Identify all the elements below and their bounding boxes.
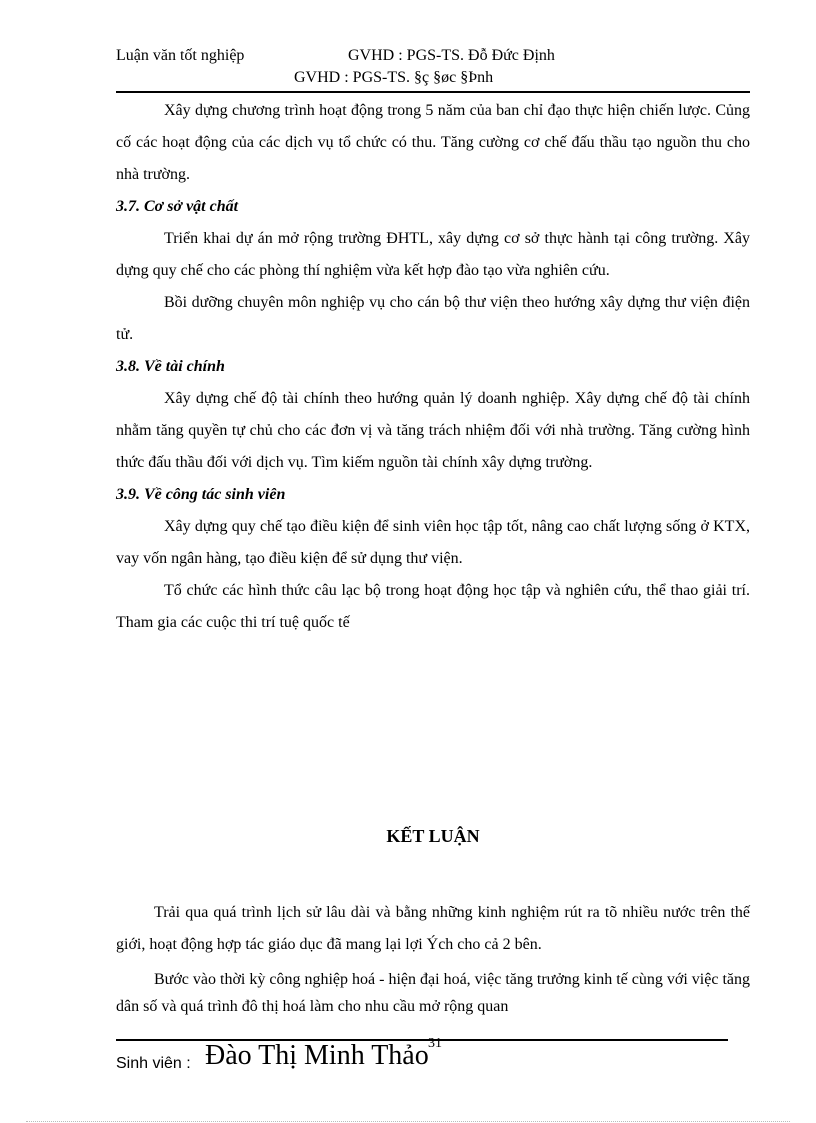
header-advisor-garbled: GVHD : PGS-TS. §ç §øc §Þnh bbox=[294, 69, 494, 86]
conclusion-body bbox=[116, 897, 750, 1020]
conclusion-paragraph-1: Trải qua quá trình lịch sử lâu dài và bằng những kinh nghiệm rút ra tõ nhiều nước trên thế giới, hoạt động hợp tác giáo dục đã mang lại lợi Ých cho cả 2 bên. bbox=[116, 904, 750, 953]
section-3-7-paragraph-2: Bồi dưỡng chuyên môn nghiệp vụ cho cán bộ thư viện theo hướng xây dựng thư viện điện tử. bbox=[116, 294, 750, 343]
section-3-8-paragraph-1: Xây dựng chế độ tài chính theo hướng quản lý doanh nghiệp. Xây dựng chế độ tài chính nhằm tăng quyền tự chủ cho các đơn vị và tăng trách nhiệm đối với nhà trường. Tăng cường hình thức đấu thầu đối với dịch vụ. Tìm kiếm nguồn tài chính xây dựng trường. bbox=[116, 390, 750, 471]
conclusion-title: KẾT LUẬN bbox=[386, 826, 480, 846]
section-3-8-heading: 3.8. Về tài chính bbox=[116, 358, 225, 375]
page-number: 31 bbox=[428, 1036, 442, 1051]
section-3-7-heading: 3.7. Cơ sở vật chất bbox=[116, 198, 239, 215]
header-advisor: GVHD : PGS-TS. Đỗ Đức Định bbox=[348, 47, 555, 64]
section-3-7-paragraph-1: Triển khai dự án mở rộng trường ĐHTL, xây dựng cơ sở thực hành tại công trường. Xây dựng quy chế cho các phòng thí nghiệm vừa kết hợp đào tạo vừa nghiên cứu. bbox=[116, 230, 750, 279]
section-3-9-heading: 3.9. Về công tác sinh viên bbox=[116, 486, 286, 503]
intro-paragraph: Xây dựng chương trình hoạt động trong 5 năm của ban chỉ đạo thực hiện chiến lược. Củng cố các hoạt động của các dịch vụ tổ chức có thu. Tăng cường cơ chế đấu thầu tạo nguồn thu cho nhà trường. bbox=[116, 102, 750, 183]
section-3-9-paragraph-1: Xây dựng quy chế tạo điều kiện để sinh viên học tập tốt, nâng cao chất lượng sống ở KTX, vay vốn ngân hàng, tạo điều kiện để sử dụng thư viện. bbox=[116, 518, 750, 567]
section-3-9-paragraph-2: Tổ chức các hình thức câu lạc bộ trong hoạt động học tập và nghiên cứu, thể thao giải trí. Tham gia các cuộc thi trí tuệ quốc tế bbox=[116, 582, 750, 631]
footer-student-name: Đào Thị Minh Thảo bbox=[205, 1040, 429, 1071]
footer-student-label: Sinh viên : bbox=[116, 1055, 191, 1072]
header-rule bbox=[116, 91, 750, 93]
header-thesis-label: Luận văn tốt nghiệp bbox=[116, 47, 245, 64]
page-bottom-dotted-line bbox=[26, 1121, 790, 1122]
main-body bbox=[116, 95, 750, 639]
conclusion-paragraph-2: Bước vào thời kỳ công nghiệp hoá - hiện đại hoá, việc tăng trưởng kinh tế cùng với việc tăng dân số và quá trình đô thị hoá làm cho nhu cầu mở rộng quan bbox=[116, 971, 750, 1015]
